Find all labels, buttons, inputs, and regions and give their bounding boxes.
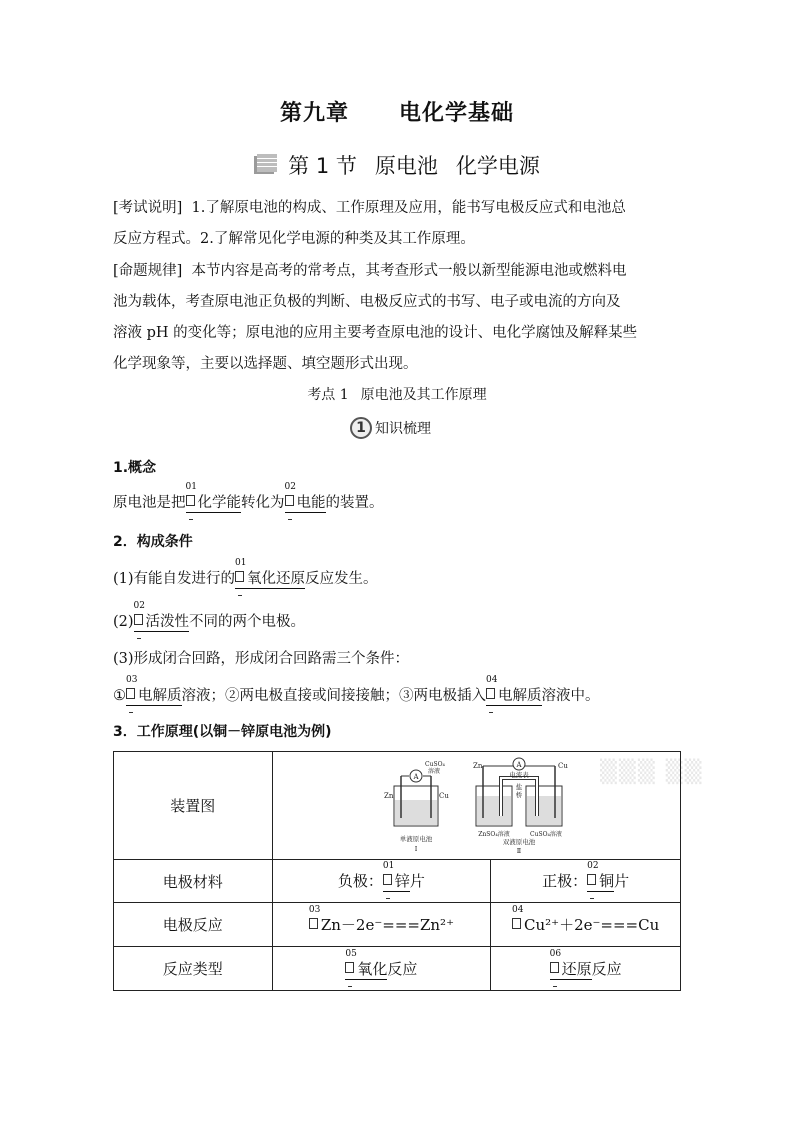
positive-post: 片	[614, 872, 630, 890]
blank-number: 02	[133, 601, 145, 611]
row-label: 电极反应	[114, 903, 273, 947]
cu-label: Cu	[439, 791, 450, 800]
blank-answer: 锌	[394, 872, 410, 890]
condition-1-post: 反应发生。	[305, 571, 378, 587]
pattern-line-3: 溶液 pH 的变化等；原电池的应用主要考查原电池的设计、电化学腐蚀及解释某些	[113, 325, 638, 341]
principle-table	[113, 751, 681, 991]
blank-pos	[587, 861, 615, 892]
reduction-cell	[491, 947, 681, 991]
kaodian-heading	[0, 384, 794, 404]
blank-answer: 电能	[296, 495, 326, 511]
knowledge-heading	[350, 417, 431, 439]
row-label: 电极材料	[114, 860, 273, 903]
cuso4-sol-label: CuSO₄溶液	[530, 830, 563, 838]
concept-mid: 转化为	[241, 495, 285, 511]
condition-3: (3)形成闭合回路，形成闭合回路需三个条件：	[113, 651, 410, 667]
condition-2	[113, 601, 306, 632]
blank-number: 01	[382, 861, 395, 871]
table-row	[114, 947, 681, 991]
checkbox-icon	[587, 874, 596, 885]
condition-2-pre: (2)	[113, 614, 134, 630]
book-icon	[254, 154, 278, 176]
blank-number: 02	[284, 482, 296, 492]
battery-diagram	[376, 756, 576, 856]
chapter-name: 电化学基础	[399, 101, 515, 126]
condition-4-mid: 溶液；②两电极直接或间接接触；③两电极插入	[181, 688, 486, 704]
blank-number: 06	[549, 948, 562, 959]
double-roman: Ⅱ	[517, 846, 522, 855]
blank-answer: 电解质	[138, 688, 182, 704]
concept-text	[113, 482, 384, 513]
condition-1	[113, 558, 378, 589]
reaction-type-post: 反应	[387, 959, 418, 978]
blank-c4b	[486, 675, 542, 706]
positive-cell	[491, 860, 681, 903]
blank-c4a	[126, 675, 182, 706]
condition-4	[113, 675, 600, 706]
watermark: ▒▒▒ ▒▒	[600, 760, 704, 785]
checkbox-icon	[383, 874, 392, 885]
section-title	[0, 150, 794, 180]
solution-label: 溶液	[428, 767, 441, 775]
positive-pre: 正极：	[542, 872, 588, 890]
checkbox-icon	[345, 962, 354, 973]
row-label: 反应类型	[114, 947, 273, 991]
negative-post: 片	[409, 872, 425, 890]
exam-note	[113, 193, 683, 255]
blank-number: 04	[512, 905, 524, 915]
blank-neg	[382, 861, 410, 892]
ammeter-label: A	[413, 772, 419, 781]
exam-note-text-1: 1.了解原电池的构成、工作原理及应用，能书写电极反应式和电池总	[191, 200, 626, 216]
blank-answer: 氧化	[357, 959, 388, 978]
ammeter-label-2: A	[516, 760, 522, 769]
blank-answer: 铜	[599, 872, 615, 890]
concept-heading: 1.概念	[113, 460, 157, 476]
blank-number: 03	[308, 905, 321, 915]
blank-number: 03	[126, 675, 138, 685]
pattern-note	[113, 256, 683, 380]
checkbox-icon	[126, 688, 135, 699]
single-caption: 单液原电池	[400, 834, 433, 843]
blank-c1	[235, 558, 306, 589]
kaodian-label: 考点 1	[307, 387, 349, 403]
pattern-label: [命题规律]	[113, 263, 183, 279]
checkbox-icon	[285, 495, 294, 506]
section-title-a: 原电池	[374, 154, 438, 178]
double-caption: 双液原电池	[503, 837, 536, 846]
oxidation-cell	[272, 947, 491, 991]
table-row	[114, 752, 681, 860]
blank-r3b	[512, 905, 660, 935]
exam-note-label: [考试说明]	[113, 200, 183, 216]
blank-answer: 活泼性	[145, 614, 190, 630]
single-roman: Ⅰ	[414, 844, 418, 853]
blank-number: 01	[235, 558, 247, 568]
checkbox-icon	[512, 918, 521, 929]
concept-post: 的装置。	[325, 495, 384, 511]
row-label: 装置图	[114, 752, 273, 860]
reaction-formula: Zn－2e⁻===Zn²⁺	[320, 916, 454, 934]
blank-number: 04	[486, 675, 498, 685]
blank-answer: 电解质	[498, 688, 542, 704]
device-diagram-cell	[272, 752, 680, 860]
reaction-type-post: 反应	[591, 959, 622, 978]
blank-number: 02	[587, 861, 599, 871]
meter-label: 电流表	[509, 770, 530, 779]
condition-2-post: 不同的两个电极。	[189, 614, 306, 630]
blank-answer: 氧化还原	[247, 571, 306, 587]
salt-bridge-1: 盐	[516, 782, 523, 791]
checkbox-icon	[134, 614, 143, 625]
chapter-title	[0, 96, 794, 127]
cuso4-label: CuSO₄	[425, 760, 446, 768]
knowledge-label: 知识梳理	[375, 421, 431, 437]
blank-c2	[133, 601, 190, 632]
table-row	[114, 860, 681, 903]
checkbox-icon	[186, 495, 195, 506]
concept-pre: 原电池是把	[113, 495, 186, 511]
kaodian-title: 原电池及其工作原理	[360, 387, 487, 403]
blank-number: 05	[345, 948, 357, 959]
negative-pre: 负极：	[337, 872, 383, 890]
checkbox-icon	[486, 688, 495, 699]
zn-label: Zn	[384, 791, 394, 800]
section-number: 第 1 节	[288, 154, 357, 178]
condition-4-post: 溶液中。	[541, 688, 600, 704]
section-title-b: 化学电源	[455, 154, 540, 178]
checkbox-icon	[235, 571, 244, 582]
blank-01	[185, 482, 242, 513]
circled-number-icon: 1	[350, 417, 372, 439]
exam-note-text-2: 反应方程式。2.了解常见化学电源的种类及其工作原理。	[113, 231, 475, 247]
principle-heading: 3．工作原理(以铜－锌原电池为例)	[113, 724, 332, 740]
blank-r4a	[345, 948, 388, 980]
salt-bridge-2: 桥	[516, 790, 523, 799]
pattern-line-4: 化学现象等，主要以选择题、填空题形式出现。	[113, 356, 418, 372]
positive-reaction-cell	[491, 903, 681, 947]
table-row	[114, 903, 681, 947]
cu-label-2: Cu	[558, 761, 569, 770]
checkbox-icon	[550, 962, 559, 973]
condition-4-pre: ①	[113, 688, 126, 704]
reaction-formula: Cu²⁺＋2e⁻===Cu	[524, 916, 660, 934]
blank-answer: 化学能	[197, 495, 241, 511]
pattern-line-2: 池为载体，考查原电池正负极的判断、电极反应式的书写、电子或电流的方向及	[113, 294, 621, 310]
blank-02	[284, 482, 326, 513]
blank-r4b	[549, 948, 592, 980]
zn-label-2: Zn	[473, 761, 483, 770]
checkbox-icon	[309, 918, 318, 929]
blank-r3a	[308, 905, 454, 935]
znso4-label: ZnSO₄溶液	[478, 830, 511, 838]
conditions-heading: 2．构成条件	[113, 534, 193, 550]
blank-number: 01	[185, 482, 197, 492]
pattern-line-1: 本节内容是高考的常考点，其考查形式一般以新型能源电池或燃料电	[191, 263, 627, 279]
condition-1-pre: (1)有能自发进行的	[113, 571, 236, 587]
chapter-number: 第九章	[279, 101, 349, 126]
blank-answer: 还原	[561, 959, 592, 978]
negative-cell	[272, 860, 491, 903]
negative-reaction-cell	[272, 903, 491, 947]
